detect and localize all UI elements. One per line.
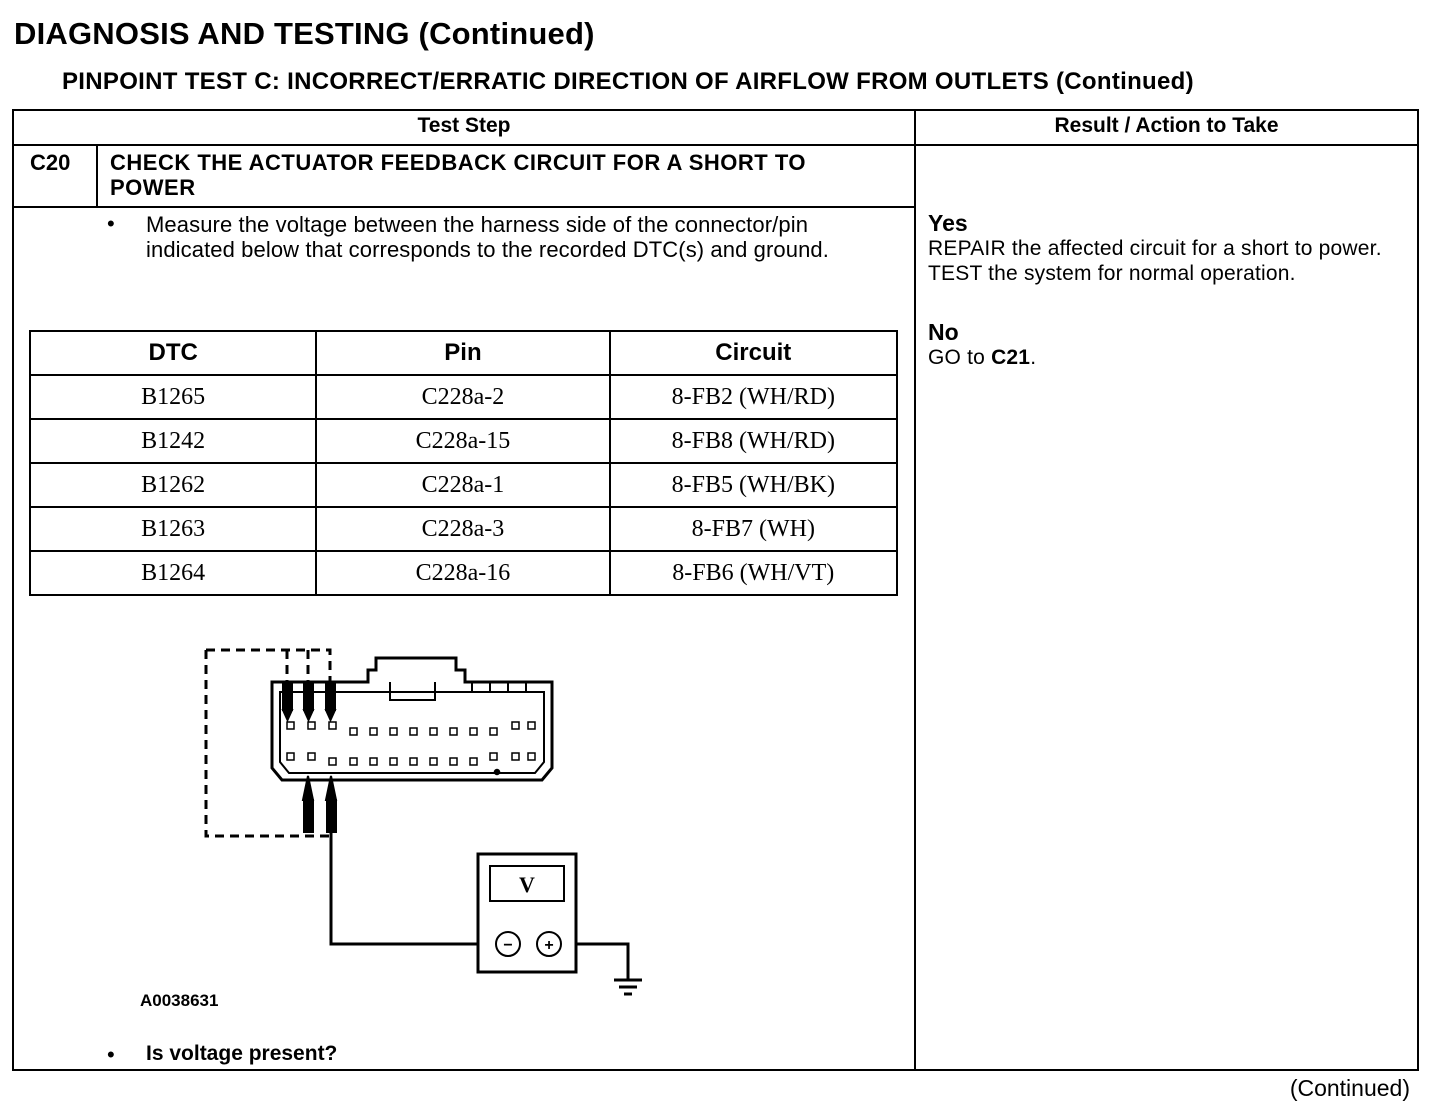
table-row: [30, 375, 897, 419]
connector-voltmeter-diagram: [190, 640, 690, 1010]
dtc-column-header: DTC: [30, 331, 316, 375]
no-label: No: [928, 319, 959, 345]
step-id: C20: [30, 150, 71, 175]
ground-icon: [614, 980, 642, 994]
circuit-cell: 8-FB5 (WH/BK): [610, 463, 897, 507]
table-row: [30, 507, 897, 551]
table-row: [30, 463, 897, 507]
table-top-border: [12, 109, 1419, 111]
dtc-cell: B1262: [30, 463, 316, 507]
bullet: •: [107, 1042, 115, 1067]
yes-action-text: REPAIR the affected circuit for a short to power. TEST the system for normal operation.: [928, 237, 1382, 285]
circuit-column-header: Circuit: [610, 331, 897, 375]
pin-cell: C228a-15: [316, 419, 609, 463]
page-title: DIAGNOSIS AND TESTING (Continued): [14, 16, 595, 51]
connector-pins: [287, 722, 535, 775]
voltmeter-v-symbol: V: [519, 872, 535, 897]
step-title-divider: [12, 206, 916, 208]
step-instruction: Measure the voltage between the harness side of the connector/pin indicated below that corresponds to the recorded DTC(s) and ground.: [146, 212, 829, 262]
circuit-cell: 8-FB7 (WH): [610, 507, 897, 551]
no-action-prefix: GO to: [928, 346, 992, 369]
column-divider: [914, 109, 916, 1071]
go-to-step-link[interactable]: C21: [991, 346, 1031, 369]
dtc-cell: B1242: [30, 419, 316, 463]
dtc-table-header-row: [30, 331, 897, 375]
dtc-cell: B1265: [30, 375, 316, 419]
dtc-cell: B1263: [30, 507, 316, 551]
pin-column-header: Pin: [316, 331, 609, 375]
no-action-text: [928, 345, 1408, 370]
connector-c228a: [272, 658, 552, 780]
table-bottom-border: [12, 1069, 1419, 1071]
test-step-header: Test Step: [417, 114, 511, 137]
dtc-cell: B1264: [30, 551, 316, 595]
circuit-cell: 8-FB2 (WH/RD): [610, 375, 897, 419]
circuit-cell: 8-FB8 (WH/RD): [610, 419, 897, 463]
circuit-cell: 8-FB6 (WH/VT): [610, 551, 897, 595]
positive-terminal-icon: +: [544, 937, 554, 954]
figure-label: A0038631: [140, 991, 219, 1010]
table-row: [30, 551, 897, 595]
table-row: [30, 419, 897, 463]
yes-label: Yes: [928, 210, 968, 236]
table-right-border: [1417, 109, 1419, 1071]
step-question: Is voltage present?: [146, 1042, 338, 1065]
pin-cell: C228a-3: [316, 507, 609, 551]
negative-terminal-icon: −: [503, 937, 513, 954]
probe-tips: [283, 684, 336, 832]
result-action-header: Result / Action to Take: [1054, 114, 1279, 137]
pinpoint-test-title: PINPOINT TEST C: INCORRECT/ERRATIC DIRECTION OF AIRFLOW FROM OUTLETS (Continued): [62, 68, 1194, 95]
pin-cell: C228a-2: [316, 375, 609, 419]
pin-cell: C228a-16: [316, 551, 609, 595]
table-left-border: [12, 109, 14, 1071]
step-title: CHECK THE ACTUATOR FEEDBACK CIRCUIT FOR A SHORT TO POWER: [110, 150, 806, 200]
step-id-divider: [96, 144, 98, 207]
pin-cell: C228a-1: [316, 463, 609, 507]
bullet: •: [107, 211, 115, 236]
dtc-table: [29, 330, 898, 596]
no-action-suffix: .: [1030, 346, 1037, 369]
continued-note: (Continued): [1289, 1075, 1410, 1101]
table-header-divider: [12, 144, 1419, 146]
